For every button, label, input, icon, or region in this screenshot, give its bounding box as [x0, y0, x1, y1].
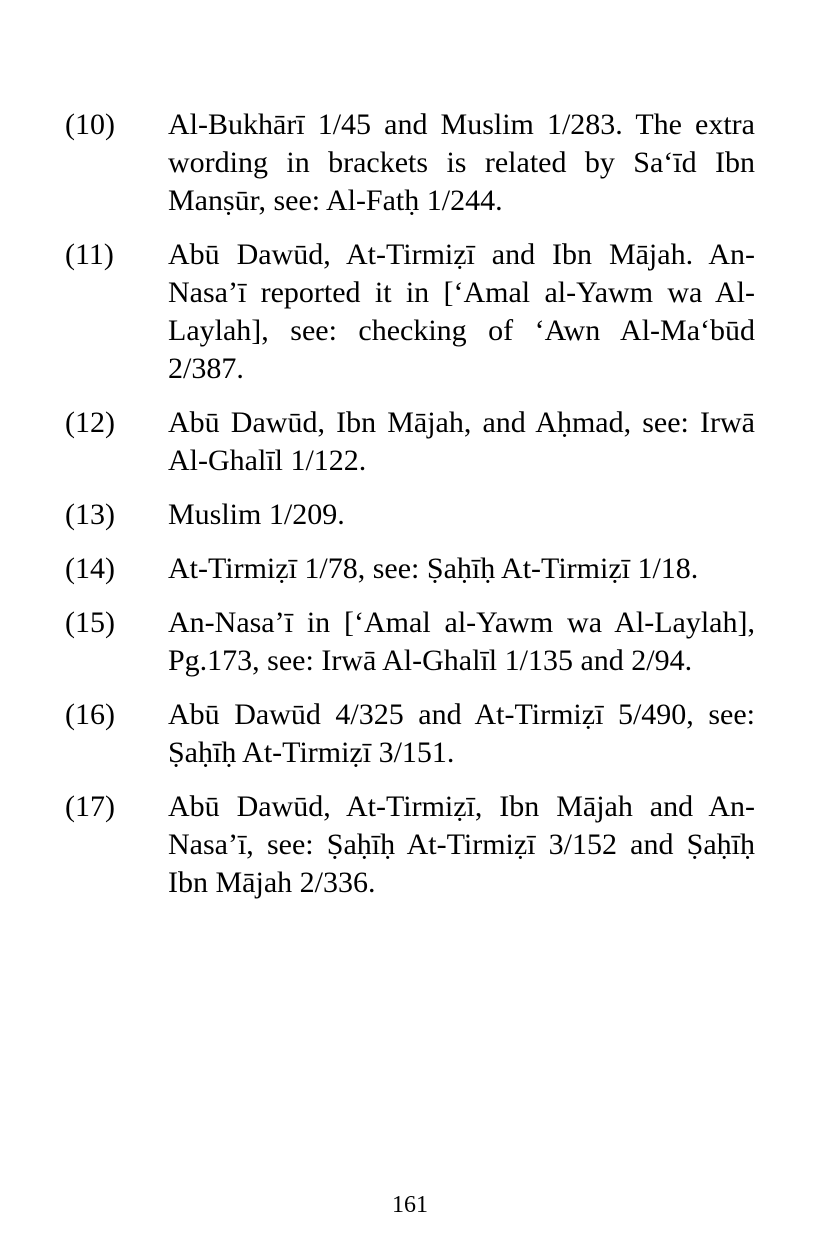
footnote-text: Abū Dawūd, Ibn Mājah, and Aḥmad, see: Irwā Al-Ghalīl 1/122. [168, 406, 755, 477]
footnote-item [65, 550, 755, 588]
footnote-number: (12) [65, 406, 115, 439]
footnote-item [65, 604, 755, 680]
footnote-item [65, 236, 755, 388]
footnote-number: (17) [65, 790, 115, 823]
footnote-list [65, 106, 755, 918]
footnote-item [65, 106, 755, 220]
footnote-text: At-Tirmiẓī 1/78, see: Ṣaḥīḥ At-Tirmiẓī 1/18. [168, 552, 699, 585]
footnote-text: Abū Dawūd, At-Tirmiẓī, Ibn Mājah and An-Nasa’ī, see: Ṣaḥīḥ At-Tirmiẓī 3/152 and Ṣaḥīḥ Ibn Mājah 2/336. [168, 790, 755, 899]
footnote-number: (10) [65, 108, 115, 141]
footnote-text: Muslim 1/209. [168, 498, 345, 531]
footnote-text: An-Nasa’ī in [‘Amal al-Yawm wa Al-Laylah], Pg.173, see: Irwā Al-Ghalīl 1/135 and 2/94. [168, 606, 755, 677]
footnote-item [65, 788, 755, 902]
footnote-number: (13) [65, 498, 115, 531]
footnote-text: Abū Dawūd 4/325 and At-Tirmiẓī 5/490, see: Ṣaḥīḥ At-Tirmiẓī 3/151. [168, 698, 755, 769]
page-number: 161 [392, 1192, 428, 1218]
footnote-item [65, 496, 755, 534]
footnote-number: (16) [65, 698, 115, 731]
footnote-number: (15) [65, 606, 115, 639]
footnote-number: (14) [65, 552, 115, 585]
footnote-item [65, 404, 755, 480]
footnote-text: Abū Dawūd, At-Tirmiẓī and Ibn Mājah. An-Nasa’ī reported it in [‘Amal al-Yawm wa Al-Laylah], see: checking of ‘Awn Al-Ma‘būd 2/387. [168, 238, 755, 385]
footnote-number: (11) [65, 238, 114, 271]
footnote-item [65, 696, 755, 772]
footnote-text: Al-Bukhārī 1/45 and Muslim 1/283. The extra wording in brackets is related by Sa‘īd Ibn Manṣūr, see: Al-Fatḥ 1/244. [168, 108, 755, 217]
